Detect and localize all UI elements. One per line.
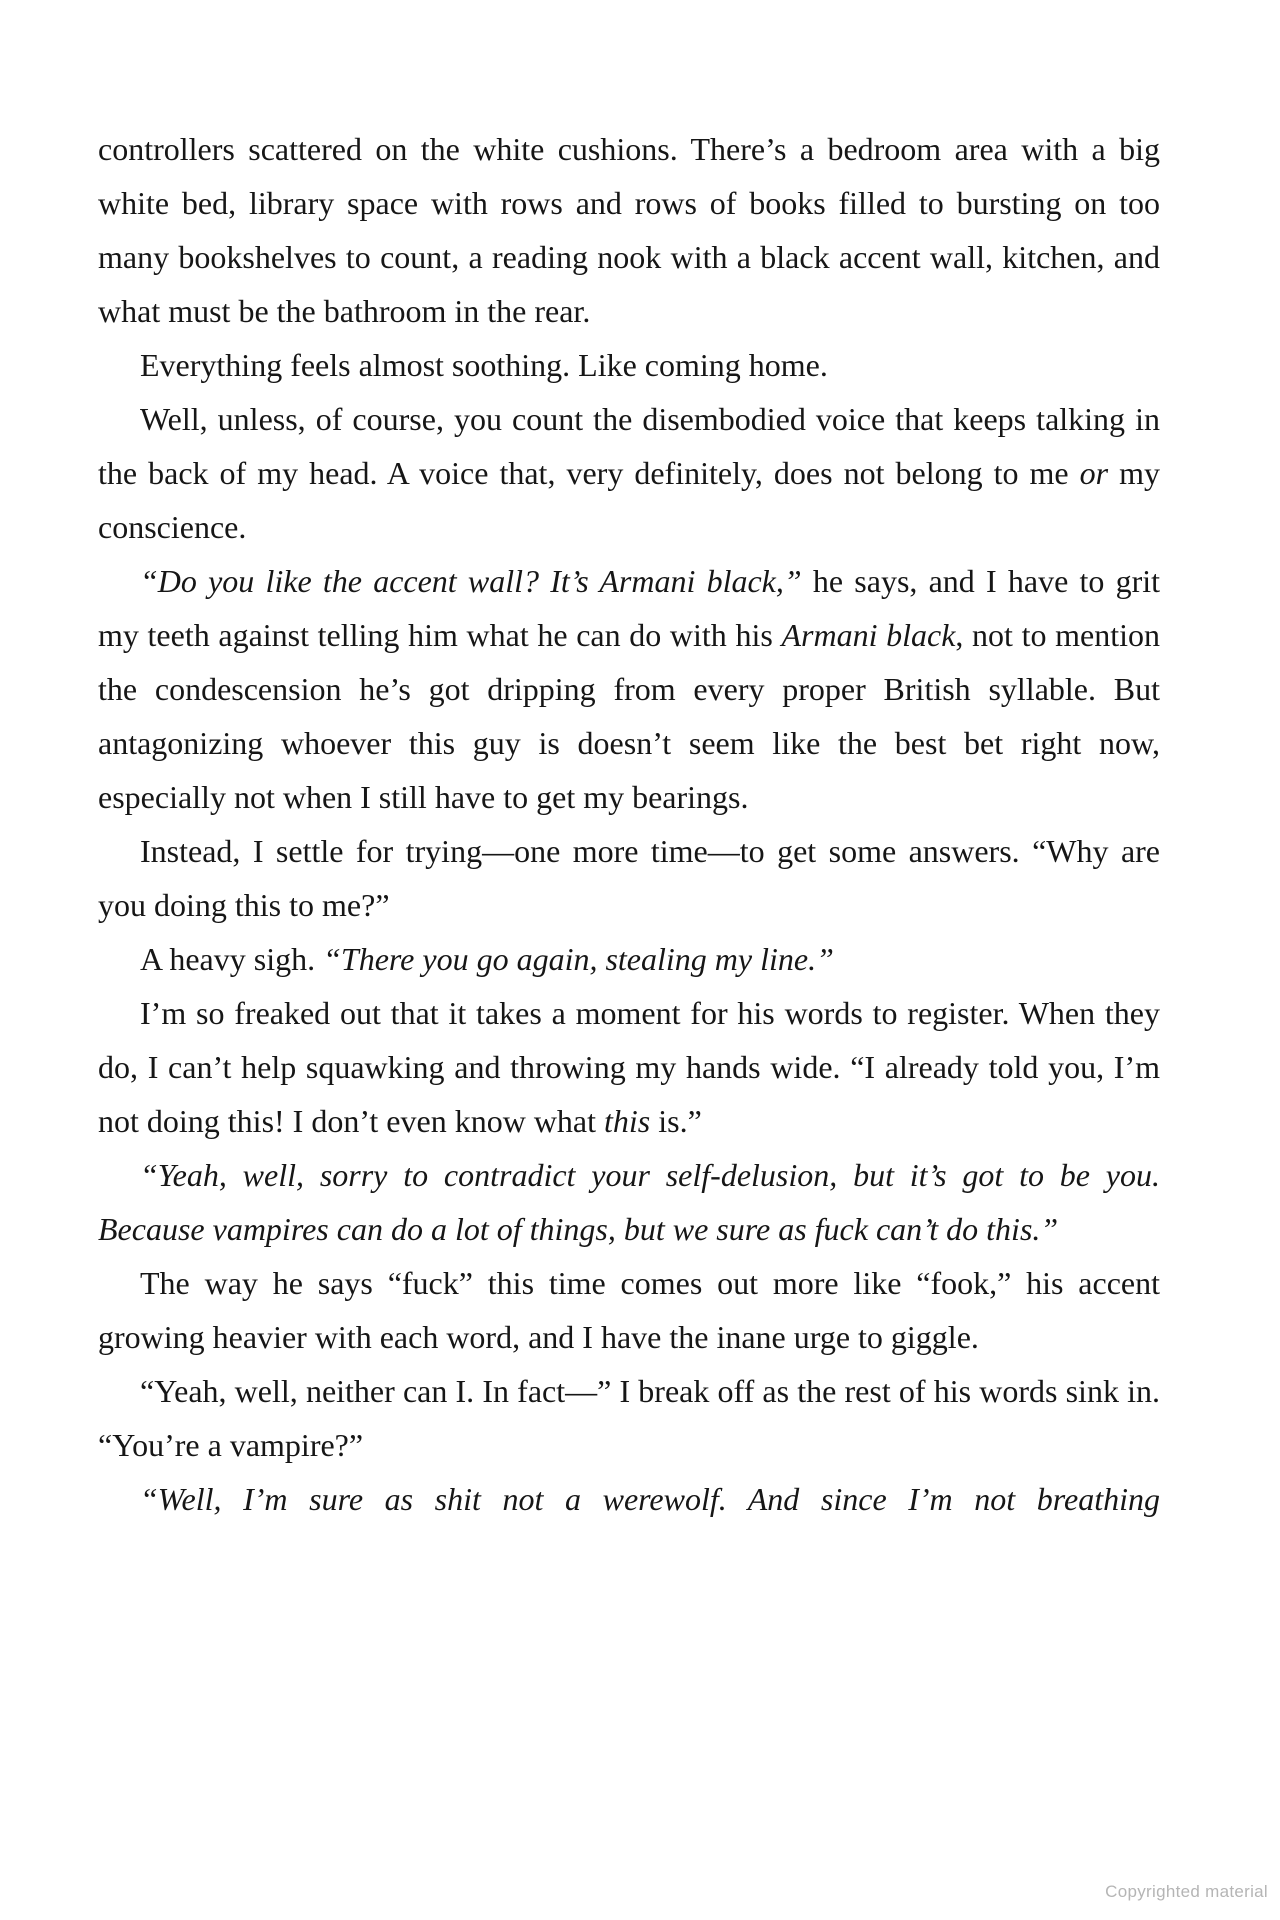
text-segment: he says, and I have to grit my teeth against telling him what he can do with his — [98, 563, 1161, 653]
text-segment: my conscience. — [98, 455, 1161, 545]
paragraph — [98, 338, 1160, 392]
italic-text-segment: this — [604, 1103, 651, 1139]
paragraph — [98, 1364, 1160, 1472]
italic-text-segment: “Do you like the accent wall? It’s Armani black,” — [140, 563, 802, 599]
copyright-watermark: Copyrighted material — [1105, 1882, 1268, 1901]
italic-text-segment: or — [1079, 455, 1109, 491]
paragraph — [98, 122, 1160, 338]
text-segment: , not to mention the condescension he’s got dripping from every proper British syllable. But antagonizing whoever this guy is doesn’t seem like the best bet right now, especially not when I still have to get my bearings. — [98, 617, 1161, 815]
text-segment: is.” — [650, 1103, 702, 1139]
paragraph — [98, 1256, 1160, 1364]
italic-text-segment: “Well, I’m sure as shit not a werewolf. And since I’m not breathing — [140, 1481, 1160, 1517]
text-segment: Well, unless, of course, you count the disembodied voice that keeps talking in the back of my head. A voice that, very definitely, does not belong to me — [98, 401, 1160, 491]
italic-text-segment: “Yeah, well, sorry to contradict your self-delusion, but it’s got to be you. Because vampires can do a lot of things, but we sure as fuck can’t do this.” — [98, 1157, 1160, 1247]
text-segment: A heavy sigh. — [140, 941, 324, 977]
paragraph — [98, 1148, 1160, 1256]
text-segment: I’m so freaked out that it takes a moment for his words to register. When they do, I can’t help squawking and throwing my hands wide. “I already told you, I’m not doing this! I don’t even know what — [98, 995, 1160, 1139]
italic-text-segment: “There you go again, stealing my line.” — [323, 941, 834, 977]
paragraph — [98, 1472, 1160, 1526]
text-segment: Everything feels almost soothing. Like coming home. — [140, 347, 828, 383]
text-segment: The way he says “fuck” this time comes out more like “fook,” his accent growing heavier with each word, and I have the inane urge to giggle. — [98, 1265, 1160, 1355]
paragraph — [98, 932, 1160, 986]
text-segment: controllers scattered on the white cushions. There’s a bedroom area with a big white bed, library space with rows and rows of books filled to bursting on too many bookshelves to count, a reading nook with a black accent wall, kitchen, and what must be the bathroom in the rear. — [98, 131, 1160, 329]
paragraph — [98, 554, 1160, 824]
text-segment: Instead, I settle for trying—one more time—to get some answers. “Why are you doing this to me?” — [98, 833, 1160, 923]
paragraph — [98, 392, 1160, 554]
paragraph — [98, 824, 1160, 932]
page-text — [98, 122, 1160, 1526]
text-segment: “Yeah, well, neither can I. In fact—” I break off as the rest of his words sink in. “You’re a vampire?” — [98, 1373, 1160, 1463]
paragraph — [98, 986, 1160, 1148]
italic-text-segment: Armani black — [781, 617, 956, 653]
